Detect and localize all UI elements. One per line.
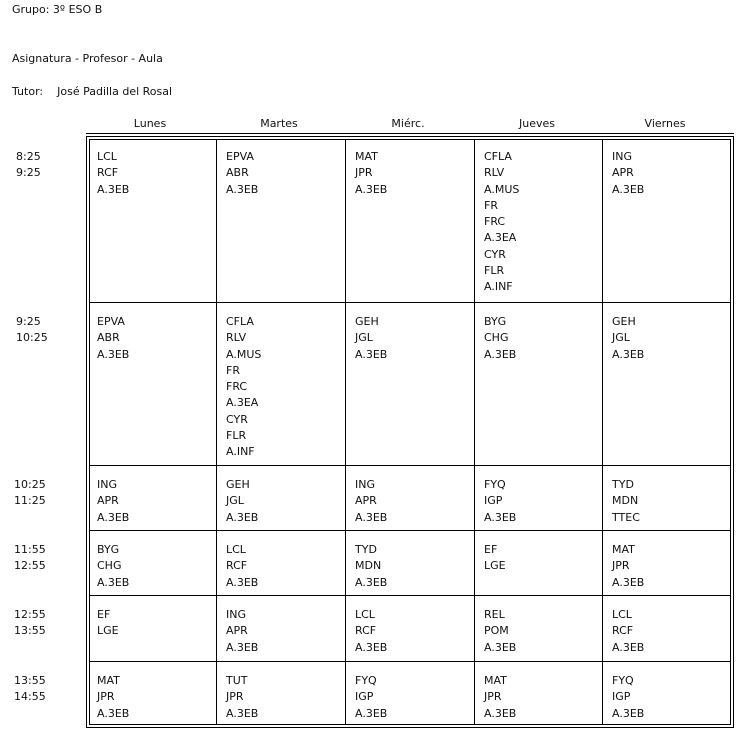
subject-code: CFLA (226, 315, 254, 328)
subject-code: MAT (97, 674, 120, 687)
teacher-code: RCF (612, 624, 634, 638)
timetable-cell (355, 314, 387, 363)
timetable-cell (484, 477, 516, 526)
room-code: A.3EB (484, 510, 517, 524)
period-end: 12:55 (14, 559, 46, 573)
period-start: 11:55 (14, 543, 46, 556)
period-end: 14:55 (14, 690, 46, 704)
timetable-cell (355, 149, 387, 198)
teacher-code: JPR (97, 690, 115, 704)
teacher-code: MDN (355, 559, 382, 573)
teacher-code: APR (97, 494, 119, 508)
subject-code: MAT (612, 543, 635, 556)
teacher-code: RLV (226, 331, 247, 345)
teacher-code: POM (484, 624, 509, 638)
row-divider (90, 661, 730, 662)
subject-code: REL (484, 608, 505, 621)
room-code: CYR (226, 412, 248, 426)
timetable-cell (612, 607, 644, 656)
room-code: A.3EB (355, 706, 388, 720)
period-start: 13:55 (14, 674, 46, 687)
period-start: 10:25 (14, 478, 46, 491)
room-code: TTEC (612, 510, 640, 524)
room-code: A.3EB (97, 510, 130, 524)
room-code: A.3EB (97, 575, 130, 589)
teacher-code: JPR (612, 559, 630, 573)
teacher-code: ABR (226, 166, 249, 180)
row-divider (90, 465, 730, 466)
teacher-code: RLV (484, 166, 505, 180)
room-code: A.3EB (355, 182, 388, 196)
subject-code: BYG (97, 543, 120, 556)
column-divider (602, 140, 603, 724)
subject-code: EPVA (226, 150, 254, 163)
row-divider (90, 530, 730, 531)
room-code: A.3EB (355, 510, 388, 524)
room-code: A.3EB (355, 575, 388, 589)
period-time (14, 542, 46, 575)
teacher-code: RCF (97, 166, 119, 180)
room-code: A.3EB (355, 640, 388, 654)
tutor-name: José Padilla del Rosal (57, 85, 173, 98)
subject-code: ING (355, 478, 375, 491)
period-time (14, 607, 46, 640)
room-code: FLR (226, 429, 247, 443)
room-code: A.3EB (612, 182, 645, 196)
teacher-code: IGP (484, 494, 503, 508)
header-rule (86, 133, 734, 134)
subject-code: ING (97, 478, 117, 491)
room-code: FLR (484, 264, 505, 278)
legend-text: Asignatura - Profesor - Aula (12, 52, 163, 65)
timetable-cell (97, 607, 119, 640)
tutor-line (12, 85, 172, 99)
day-header-viernes: Viernes (644, 117, 686, 130)
teacher-code: IGP (355, 690, 374, 704)
timetable-cell (612, 149, 644, 198)
room-code: A.3EB (226, 706, 259, 720)
room-code: A.3EA (226, 396, 259, 410)
period-time (14, 477, 46, 510)
period-start: 12:55 (14, 608, 46, 621)
teacher-code: MDN (612, 494, 639, 508)
period-end: 9:25 (16, 166, 41, 180)
teacher-code: JGL (355, 331, 373, 345)
timetable-cell (226, 149, 258, 198)
teacher-code: APR (355, 494, 377, 508)
timetable-cell (484, 673, 516, 722)
subject-code: LCL (612, 608, 632, 621)
room-code: A.3EB (612, 575, 645, 589)
subject-code: TUT (226, 674, 248, 687)
room-code: CYR (484, 247, 506, 261)
room-code: A.3EB (97, 347, 130, 361)
subject-code: BYG (484, 315, 507, 328)
subject-code: LCL (355, 608, 375, 621)
room-code: A.3EB (484, 640, 517, 654)
subject-code: EPVA (97, 315, 125, 328)
room-code: A.3EB (612, 640, 645, 654)
subject-code: EF (484, 543, 498, 556)
column-divider (345, 140, 346, 724)
period-end: 10:25 (16, 331, 48, 345)
room-code: FRC (226, 380, 248, 394)
room-code: FR (226, 363, 240, 377)
day-header-miercoles: Miérc. (391, 117, 425, 130)
timetable-cell (226, 314, 261, 461)
room-code: A.3EB (226, 182, 259, 196)
teacher-code: RCF (355, 624, 377, 638)
timetable-cell (484, 607, 516, 656)
period-start: 8:25 (16, 150, 41, 163)
timetable-cell (97, 542, 129, 591)
room-code: A.3EB (226, 575, 259, 589)
teacher-code: JGL (612, 331, 630, 345)
timetable-cell (355, 607, 387, 656)
subject-code: GEH (226, 478, 250, 491)
subject-code: FYQ (484, 478, 506, 491)
room-code: FRC (484, 215, 506, 229)
timetable-cell (355, 542, 387, 591)
timetable-cell (355, 477, 387, 526)
timetable-cell (355, 673, 387, 722)
day-header-martes: Martes (260, 117, 298, 130)
column-divider (216, 140, 217, 724)
timetable-cell (226, 542, 258, 591)
timetable-cell (484, 149, 519, 296)
period-time (16, 314, 48, 347)
timetable-cell (484, 314, 516, 363)
timetable-cell (612, 673, 644, 722)
timetable-cell (97, 314, 129, 363)
room-code: A.3EB (484, 347, 517, 361)
period-time (16, 149, 41, 182)
room-code: A.3EB (355, 347, 388, 361)
period-time (14, 673, 46, 706)
subject-code: FYQ (355, 674, 377, 687)
period-start: 9:25 (16, 315, 41, 328)
room-code: A.3EB (97, 182, 130, 196)
timetable-cell (612, 542, 644, 591)
subject-code: TYD (355, 543, 377, 556)
room-code: A.3EB (226, 510, 259, 524)
subject-code: MAT (355, 150, 378, 163)
room-code: A.3EB (484, 706, 517, 720)
subject-code: FYQ (612, 674, 634, 687)
teacher-code: LGE (484, 559, 506, 573)
day-header-jueves: Jueves (519, 117, 555, 130)
timetable-cell (226, 673, 258, 722)
group-title: Grupo: 3º ESO B (12, 3, 103, 16)
room-code: A.3EB (97, 706, 130, 720)
teacher-code: LGE (97, 624, 119, 638)
room-code: A.3EA (484, 231, 517, 245)
teacher-code: JGL (226, 494, 244, 508)
subject-code: CFLA (484, 150, 512, 163)
teacher-code: APR (612, 166, 634, 180)
teacher-code: ABR (97, 331, 120, 345)
room-code: A.3EB (226, 640, 259, 654)
room-code: FR (484, 198, 498, 212)
timetable-cell (612, 314, 644, 363)
teacher-code: CHG (97, 559, 122, 573)
row-divider (90, 302, 730, 303)
subject-code: TYD (612, 478, 634, 491)
teacher-code: CHG (484, 331, 509, 345)
row-divider (90, 595, 730, 596)
period-end: 13:55 (14, 624, 46, 638)
room-code: A.MUS (484, 182, 520, 196)
timetable-cell (97, 673, 129, 722)
timetable-cell (97, 149, 129, 198)
timetable-cell (612, 477, 640, 526)
subject-code: MAT (484, 674, 507, 687)
subject-code: ING (612, 150, 632, 163)
timetable-cell (226, 607, 258, 656)
timetable-cell (226, 477, 258, 526)
room-code: A.3EB (612, 706, 645, 720)
room-code: A.INF (226, 445, 255, 459)
tutor-label: Tutor: (12, 85, 44, 98)
room-code: A.3EB (612, 347, 645, 361)
subject-code: LCL (226, 543, 246, 556)
teacher-code: RCF (226, 559, 248, 573)
timetable-cell (484, 542, 506, 575)
column-divider (474, 140, 475, 724)
subject-code: GEH (612, 315, 636, 328)
room-code: A.MUS (226, 347, 262, 361)
teacher-code: JPR (484, 690, 502, 704)
subject-code: ING (226, 608, 246, 621)
day-header-lunes: Lunes (133, 117, 167, 130)
subject-code: EF (97, 608, 111, 621)
teacher-code: IGP (612, 690, 631, 704)
subject-code: GEH (355, 315, 379, 328)
teacher-code: JPR (355, 166, 373, 180)
teacher-code: JPR (226, 690, 244, 704)
timetable-cell (97, 477, 129, 526)
room-code: A.INF (484, 280, 513, 294)
period-end: 11:25 (14, 494, 46, 508)
subject-code: LCL (97, 150, 117, 163)
teacher-code: APR (226, 624, 248, 638)
